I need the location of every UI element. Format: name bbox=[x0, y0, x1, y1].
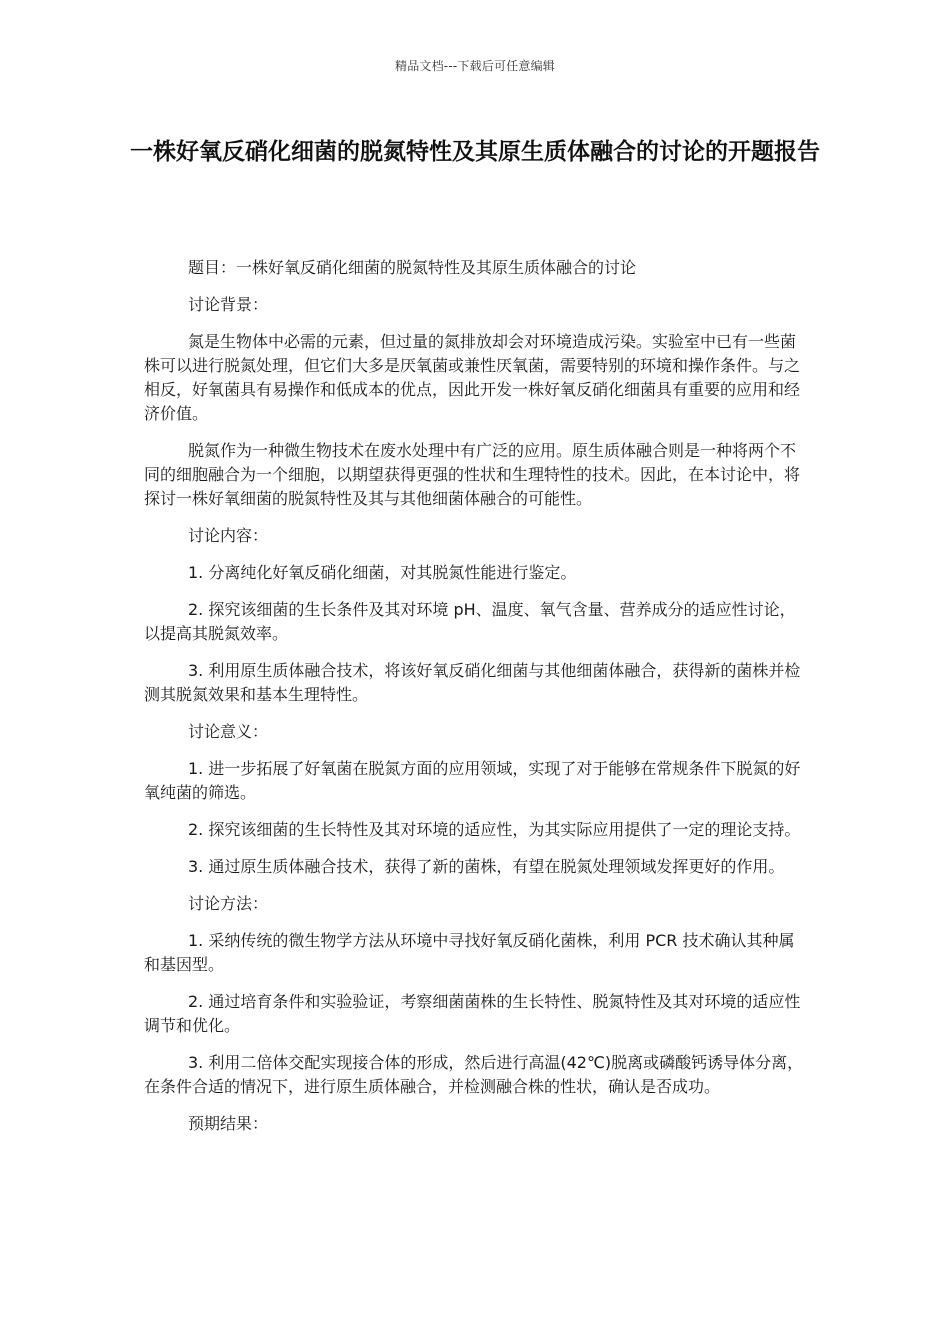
section-heading-significance: 讨论意义： bbox=[188, 722, 269, 741]
section-heading-background: 讨论背景： bbox=[188, 295, 269, 314]
list-item-content-2: 2. 探究该细菌的生长条件及其对环境 pH、温度、氧气含量、营养成分的适应性讨论，以提高其脱氮效率。 bbox=[144, 600, 796, 643]
paragraph-background-2: 脱氮作为一种微生物技术在废水处理中有广泛的应用。原生质体融合则是一种将两个不同的细胞融合为一个细胞，以期望获得更强的性状和生理特性的技术。因此，在本讨论中，将探讨一株好氧细菌的脱氮特性及其与其他细菌体融合的可能性。 bbox=[144, 441, 801, 508]
header-note: 精品文档---下载后可任意编辑 bbox=[395, 59, 555, 73]
paragraph-background-1: 氮是生物体中必需的元素，但过量的氮排放却会对环境造成污染。实验室中已有一些菌株可以进行脱氮处理，但它们大多是厌氧菌或兼性厌氧菌，需要特别的环境和操作条件。与之相反，好氧菌具有易操作和低成本的优点，因此开发一株好氧反硝化细菌具有重要的应用和经济价值。 bbox=[144, 332, 801, 423]
document-title: 一株好氧反硝化细菌的脱氮特性及其原生质体融合的讨论的开题报告 bbox=[130, 139, 820, 165]
list-item-methods-1: 1. 采纳传统的微生物学方法从环境中寻找好氧反硝化菌株，利用 PCR 技术确认其种属和基因型。 bbox=[144, 931, 795, 974]
document-body bbox=[144, 256, 808, 1149]
section-heading-expected-results: 预期结果： bbox=[188, 1114, 269, 1133]
list-item-content-1: 1. 分离纯化好氧反硝化细菌，对其脱氮性能进行鉴定。 bbox=[188, 563, 577, 582]
list-item-significance-2: 2. 探究该细菌的生长特性及其对环境的适应性，为其实际应用提供了一定的理论支持。 bbox=[188, 820, 801, 839]
list-item-significance-3: 3. 通过原生质体融合技术，获得了新的菌株，有望在脱氮处理领域发挥更好的作用。 bbox=[188, 857, 785, 876]
section-heading-content: 讨论内容： bbox=[188, 526, 269, 545]
paragraph-topic: 题目：一株好氧反硝化细菌的脱氮特性及其原生质体融合的讨论 bbox=[188, 258, 637, 277]
list-item-methods-3: 3. 利用二倍体交配实现接合体的形成，然后进行高温(42℃)脱离或磷酸钙诱导体分离，在条件合适的情况下，进行原生质体融合，并检测融合株的性状，确认是否成功。 bbox=[144, 1053, 804, 1096]
list-item-content-3: 3. 利用原生质体融合技术，将该好氧反硝化细菌与其他细菌体融合，获得新的菌株并检测其脱氮效果和基本生理特性。 bbox=[144, 661, 801, 704]
list-item-significance-1: 1. 进一步拓展了好氧菌在脱氮方面的应用领域，实现了对于能够在常规条件下脱氮的好氧纯菌的筛选。 bbox=[144, 759, 801, 802]
list-item-methods-2: 2. 通过培育条件和实验验证，考察细菌菌株的生长特性、脱氮特性及其对环境的适应性调节和优化。 bbox=[144, 992, 801, 1035]
section-heading-methods: 讨论方法： bbox=[188, 894, 269, 913]
